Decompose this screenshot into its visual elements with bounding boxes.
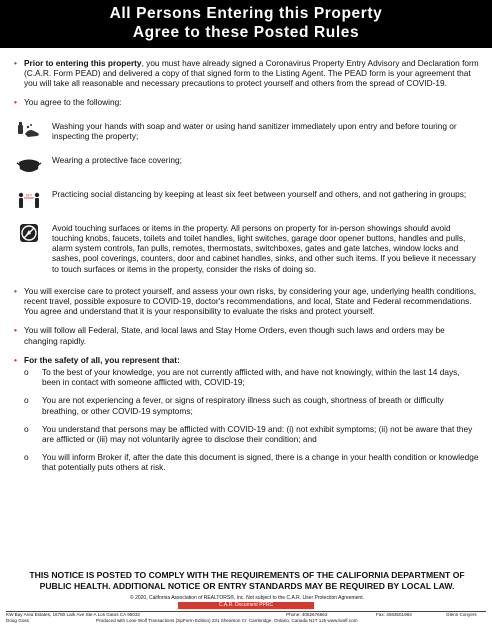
bullet-marker: • [14,354,17,365]
represent-text: To the best of your knowledge, you are not currently afflicted with, and have not knowingly, within the last 14 days, been in contact with someone afflicted with, COVID-19; [42,367,460,388]
distance-label: 6FT [25,193,33,198]
bullet-marker: • [14,285,17,296]
represent-item [24,367,480,387]
no-touch-icon [16,223,42,245]
handwash-icon [16,121,42,143]
intro-lead: Prior to entering this property [24,58,142,68]
safety-lead: For the safety of all, you represent that: [24,354,180,365]
rule-face-mask [14,155,480,179]
safety-paragraph [14,355,480,365]
face-mask-icon [16,155,42,177]
rule-text: Wearing a protective face covering; [52,154,182,165]
footer-produced: Produced with Lone Wolf Transactions (zipForm Edition) 231 Shearson Cr. Cambridge, Ontario, Canada N1T 1J5 www.lwolf.com [96,618,358,623]
social-distance-icon [16,189,42,211]
footer-fax: Fax: 4083501984 [376,612,412,617]
care-text: You will exercise care to protect yourself, and assess your own risks, by considering your age, underlying health conditions, recent travel, possible exposure to COVID-19, doctor's recommendations, and local, State and Federal recommendations. You agree and understand that it is your responsibility to evaluate the risks and protect yourself. [24,285,477,317]
compliance-notice: THIS NOTICE IS POSTED TO COMPLY WITH THE REQUIREMENTS OF THE CALIFORNIA DEPARTMENT OF PUBLIC HEALTH. ADDITIONAL NOTICE OR ENTRY STANDARDS MAY BE REQUIRED BY LOCAL LAW. [29,570,465,591]
rule-handwash [14,121,480,145]
care-paragraph [14,286,480,317]
rule-text: Practicing social distancing by keeping at least six feet between yourself and others, and not gathering in groups; [52,188,467,199]
agree-lead: You agree to the following: [24,96,122,107]
represent-item [24,424,480,444]
sub-bullet: o [24,367,29,378]
title-line-1: All Persons Entering this Property [109,5,383,22]
bullet-marker: • [14,58,17,68]
bullet-marker: • [14,96,17,107]
laws-text: You will follow all Federal, State, and local laws and Stay Home Orders, even though such laws and orders may be changing rapidly. [24,325,445,346]
sub-bullet: o [24,423,29,434]
title-banner [0,0,492,48]
copyright-line: © 2020, California Association of REALTORS®, Inc. Not subject to the C.A.R. User Protection Agreement. [130,595,364,601]
intro-paragraph [14,58,480,89]
represent-item [24,395,480,415]
agree-lead-paragraph [14,97,480,107]
rule-no-touch [14,223,480,274]
form-code-bar: C.A.R. Document PPRC [178,602,314,609]
footer-client: Glenn Conyers [446,612,477,617]
bullet-marker: • [14,325,17,336]
rule-text: Washing your hands with soap and water or using hand sanitizer immediately upon entry and before touring or inspecting the property; [52,120,457,142]
document-body [14,58,480,473]
footer-agent: Doug Goss [6,618,29,623]
represent-text: You understand that persons may be afflicted with COVID-19 and: (i) not exhibit symptoms; (ii) not be aware that they are afflicted or (iii) may not voluntarily agree to disclose their condition; and [42,423,473,445]
sub-bullet: o [24,452,29,463]
represent-text: You will inform Broker if, after the date this document is signed, there is a change in your health condition or knowledge that potentially puts others at risk. [42,452,479,473]
footer-phone: Phone: 4082676663 [286,612,328,617]
represent-text: You are not experiencing a fever, or signs of respiratory illness such as cough, shortness of breath or difficulty breathing, or other COVID-19 symptoms; [42,395,444,416]
sub-bullet: o [24,395,29,406]
title-line-2: Agree to these Posted Rules [132,24,360,41]
rule-text: Avoid touching surfaces or items in the property. All persons on property for in-person showings should avoid touching knobs, faucets, toilets and toilet handles, light switches, garage door opener buttons, handles and pulls, alarm system controls, fan pulls, remotes, thermostats, switchboxes, gates and gate latches, window locks and sashes, pool coverings, counters, door and cabinet handles, sinks, and other such items. If you believe it necessary to touch surfaces or items in the property, consider the risks of doing so. [52,222,476,274]
represent-item [24,452,480,472]
rule-social-distance [14,189,480,213]
footer-brokerage: KW Bay Area Estates, 16780 Lark Ave Ste A Los Gatos CA 95032 [6,612,140,617]
laws-paragraph [14,325,480,345]
form-footer [6,611,486,634]
intro-text: , you must have already signed a Coronavirus Property Entry Advisory and Declaration form (C.A.R. Form PEAD) and delivered a copy of that signed form to the Listing Agent. The PEAD form is your agreement that you will take all reasonable and necessary precautions to protect yourself and others from the spread of COVID-19. [24,58,479,89]
